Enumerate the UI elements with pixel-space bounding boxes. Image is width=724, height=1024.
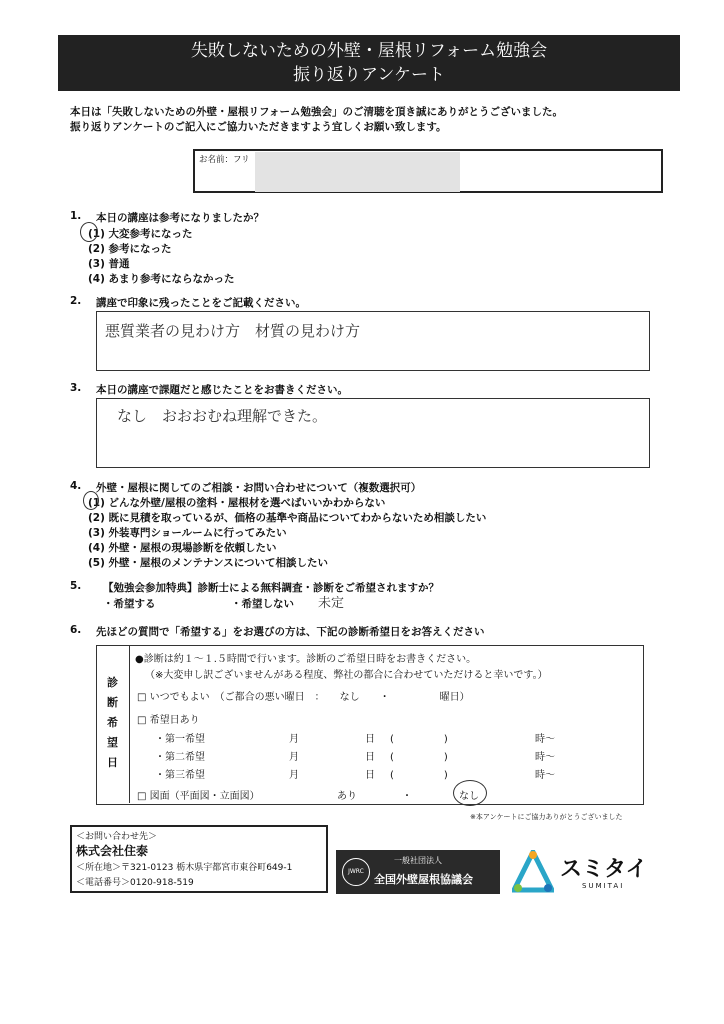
- survey-title-banner: [58, 35, 680, 91]
- q4-option-5[interactable]: (5) 外壁・屋根のメンテナンスについて相談したい: [88, 557, 329, 569]
- q3-answer: なし おおおむね理解できた。: [117, 407, 328, 425]
- second-choice-weekday[interactable]: ( ): [390, 752, 448, 763]
- association-type: 一般社団法人: [394, 856, 442, 865]
- title-line-2: 振り返りアンケート: [293, 65, 445, 85]
- q5-option-no[interactable]: ・希望しない: [231, 598, 294, 610]
- side-char-4: 望: [107, 736, 118, 749]
- company-phone: ＜電話番号＞0120-918-519: [76, 878, 194, 888]
- contact-heading: ＜お問い合わせ先＞: [76, 832, 158, 842]
- second-choice-time[interactable]: 時～: [535, 752, 555, 763]
- anytime-checkbox[interactable]: □ いつでもよい （ご都合の悪い曜日 ： なし ・ 曜日）: [137, 692, 470, 703]
- third-choice-time[interactable]: 時～: [535, 770, 555, 781]
- first-choice-label: ・第一希望: [155, 734, 205, 745]
- q4-option-1[interactable]: (1) どんな外壁/屋根の塗料・屋根材を選べばいいかわからない: [88, 497, 386, 509]
- side-char-1: 診: [107, 676, 118, 689]
- q2-text: 講座で印象に残ったことをご記載ください。: [96, 297, 306, 309]
- name-label: お名前：フリ: [199, 155, 250, 165]
- intro-line-1: 本日は「失敗しないための外壁・屋根リフォーム勉強会」のご清聴を頂き誠にありがとうございました。: [70, 106, 563, 118]
- q1-text: 本日の講座は参考になりましたか？: [96, 212, 264, 224]
- q4-text: 外壁・屋根に関してのご相談・お問い合わせについて（複数選択可）: [96, 482, 422, 494]
- q2-answer-box[interactable]: [96, 311, 650, 371]
- drawing-yes[interactable]: あり: [337, 791, 357, 802]
- second-choice-day[interactable]: 日: [365, 752, 375, 763]
- q5-handwritten-note: 未定: [318, 596, 345, 611]
- jwrc-badge-icon: JWRC: [342, 858, 370, 886]
- third-choice-day[interactable]: 日: [365, 770, 375, 781]
- q1-number: 1.: [70, 210, 82, 222]
- diagnosis-side-label: [97, 646, 130, 803]
- q2-answer: 悪質業者の見わけ方 材質の見わけ方: [105, 322, 361, 340]
- q4-option-3[interactable]: (3) 外装専門ショールームに行ってみたい: [88, 527, 287, 539]
- second-choice-label: ・第二希望: [155, 752, 205, 763]
- q6-text: 先ほどの質問で「希望する」をお選びの方は、下記の診断希望日をお答えください: [96, 626, 485, 638]
- first-choice-day[interactable]: 日: [365, 734, 375, 745]
- q5-option-yes[interactable]: ・希望する: [103, 598, 156, 610]
- association-logo: [336, 850, 500, 894]
- q5-number: 5.: [70, 580, 82, 592]
- first-choice-month[interactable]: 月: [289, 734, 299, 745]
- company-address: ＜所在地＞〒321-0123 栃木県宇都宮市東谷町649-1: [76, 863, 293, 873]
- q4-number: 4.: [70, 480, 82, 492]
- third-choice-label: ・第三希望: [155, 770, 205, 781]
- drawing-separator: ・: [402, 791, 412, 802]
- diagnosis-note-2: （※大変申し訳ございませんがある程度、弊社の都合に合わせていただけると幸いです。）: [145, 670, 548, 681]
- q4-option-4[interactable]: (4) 外壁・屋根の現場診断を依頼したい: [88, 542, 277, 554]
- sumitai-mark-icon: [512, 850, 554, 894]
- q1-selected-circle: [80, 222, 98, 242]
- association-name: 全国外壁屋根協議会: [374, 873, 473, 886]
- contact-box: [70, 825, 328, 893]
- thanks-note: ※本アンケートにご協力ありがとうございました: [470, 813, 623, 821]
- q3-answer-box[interactable]: [96, 398, 650, 468]
- first-choice-weekday[interactable]: ( ): [390, 734, 448, 745]
- side-char-5: 日: [107, 756, 118, 769]
- has-date-checkbox[interactable]: □ 希望日あり: [137, 715, 200, 726]
- first-choice-time[interactable]: 時～: [535, 734, 555, 745]
- company-name: 株式会社住泰: [76, 844, 149, 858]
- title-line-1: 失敗しないための外壁・屋根リフォーム勉強会: [190, 41, 548, 61]
- q1-option-1[interactable]: (1) 大変参考になった: [88, 228, 193, 240]
- diagnosis-date-box: [96, 645, 644, 805]
- q4-selected-circle: [83, 491, 99, 510]
- drawing-no[interactable]: なし: [459, 791, 479, 802]
- side-char-3: 希: [107, 716, 118, 729]
- redacted-name: [255, 152, 460, 192]
- second-choice-month[interactable]: 月: [289, 752, 299, 763]
- q1-option-3[interactable]: (3) 普通: [88, 258, 130, 270]
- diagnosis-note-1: ●診断は約１～１.５時間で行います。診断のご希望日時をお書きください。: [135, 654, 477, 665]
- sumitai-logo: [512, 848, 662, 896]
- q4-option-2[interactable]: (2) 既に見積を取っているが、価格の基準や商品についてわからないため相談したい: [88, 512, 487, 524]
- third-choice-weekday[interactable]: ( ): [390, 770, 448, 781]
- q3-number: 3.: [70, 382, 82, 394]
- q2-number: 2.: [70, 295, 82, 307]
- brand-subtitle: SUMITAI: [582, 882, 625, 890]
- q6-number: 6.: [70, 624, 82, 636]
- side-char-2: 断: [107, 696, 118, 709]
- intro-line-2: 振り返りアンケートのご記入にご協力いただきますよう宜しくお願い致します。: [70, 121, 447, 133]
- drawing-no-circle: [453, 780, 487, 806]
- third-choice-month[interactable]: 月: [289, 770, 299, 781]
- q1-option-4[interactable]: (4) あまり参考にならなかった: [88, 273, 235, 285]
- q1-option-2[interactable]: (2) 参考になった: [88, 243, 172, 255]
- brand-name: スミタイ: [560, 857, 648, 882]
- q3-text: 本日の講座で課題だと感じたことをお書きください。: [96, 384, 348, 396]
- drawing-checkbox[interactable]: □ 図面（平面図・立面図）: [137, 791, 260, 802]
- q5-text: 【勉強会参加特典】診断士による無料調査・診断をご希望されますか？: [103, 582, 439, 594]
